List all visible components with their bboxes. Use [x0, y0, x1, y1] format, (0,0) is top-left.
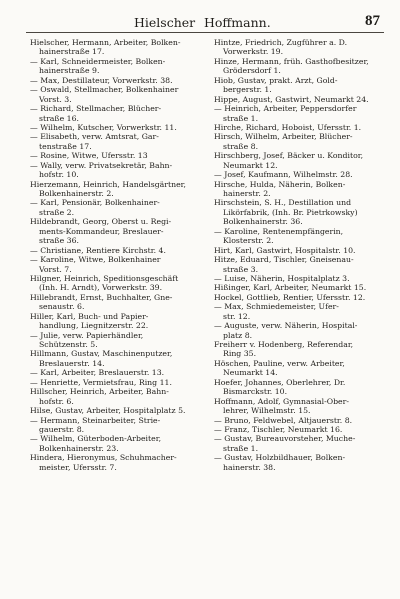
- directory-entry: [214, 274, 392, 283]
- entry-line: hofstr. 6.: [39, 396, 74, 406]
- entry-line: Hiller, Karl, Buch- und Papier-: [30, 311, 149, 321]
- entry-line: Hitze, Eduard, Tischler, Gneisenau-: [214, 255, 354, 265]
- entry-line: — Karl, Schneidermeister, Bolken-: [30, 56, 166, 66]
- entry-line: — Wilhelm, Güterboden-Arbeiter,: [30, 434, 162, 444]
- directory-entry: [214, 151, 392, 170]
- entry-line: straße 2.: [39, 207, 75, 217]
- directory-entry: [30, 180, 213, 199]
- directory-entry: [214, 378, 392, 397]
- directory-entry: [214, 255, 392, 274]
- entry-line: — Julie, verw. Papierhändler,: [30, 330, 144, 340]
- entry-line: Klosterstr. 2.: [223, 236, 274, 246]
- entry-line: straße 3.: [223, 264, 259, 274]
- entry-line: Hoffmann, Adolf, Gymnasial-Ober-: [214, 396, 349, 406]
- entry-line: Hirschberg, Josef, Bäcker u. Konditor,: [214, 151, 364, 161]
- directory-entry: [214, 38, 392, 57]
- directory-entry: [214, 76, 392, 95]
- entry-line: — Josef, Kaufmann, Wilhelmstr. 28.: [214, 170, 353, 180]
- directory-entry: [30, 132, 213, 151]
- entry-line: Hilse, Gustav, Arbeiter, Hospitalplatz 5.: [30, 406, 186, 416]
- entry-line: Hilgner, Heinrich, Speditionsgeschäft: [30, 273, 179, 283]
- entry-line: Hirschstein, S. H., Destillation und: [214, 198, 352, 208]
- entry-line: Hippe, August, Gastwirt, Neumarkt 24.: [214, 94, 369, 104]
- directory-entry: [30, 293, 213, 312]
- entry-line: — Luise, Näherin, Hospitalplatz 3.: [214, 273, 350, 283]
- entry-line: lehrer, Wilhelmstr. 15.: [223, 406, 311, 416]
- entry-line: — Henriette, Vermietsfrau, Ring 11.: [30, 377, 172, 387]
- directory-entry: [214, 95, 392, 104]
- directory-entry: [214, 170, 392, 179]
- entry-line: — Bruno, Feldwebel, Altjauerstr. 8.: [214, 415, 353, 425]
- entry-line: Hiob, Gustav, prakt. Arzt, Gold-: [214, 75, 338, 85]
- directory-entry: [30, 378, 213, 387]
- directory-entry: [214, 104, 392, 123]
- directory-entry: [214, 293, 392, 302]
- entry-line: Bolkenhainerstr. 23.: [39, 443, 119, 453]
- directory-entry: [214, 321, 392, 340]
- entry-line: Hoefer, Johannes, Oberlehrer, Dr.: [214, 377, 346, 387]
- entry-line: straße 1.: [223, 113, 259, 123]
- directory-entry: [30, 349, 213, 368]
- entry-line: — Karoline, Witwe, Bolkenhainer: [30, 255, 161, 265]
- entry-line: — Max, Schmiedemeister, Ufer-: [214, 302, 339, 312]
- directory-entry: [30, 198, 213, 217]
- directory-entry: [30, 104, 213, 123]
- directory-entry: [30, 151, 213, 160]
- entry-line: Neumarkt 12.: [223, 160, 278, 170]
- directory-entry: [30, 255, 213, 274]
- entry-line: Hirsche, Hulda, Näherin, Bolken-: [214, 179, 346, 189]
- entry-line: Vorwerkstr. 19.: [223, 47, 284, 57]
- entry-line: — Karoline, Rentenempfängerin,: [214, 226, 344, 236]
- entry-line: (Inh. H. Arndt), Vorwerkstr. 39.: [39, 283, 163, 293]
- entry-line: hainerstraße 17.: [39, 47, 105, 57]
- header-last-name: Hoffmann.: [204, 15, 271, 30]
- directory-entry: [214, 198, 392, 226]
- entry-line: Breslauerstr. 14.: [39, 358, 105, 368]
- directory-entry: [214, 246, 392, 255]
- directory-entry: [214, 283, 392, 292]
- entry-line: Bolkenhainerstr. 2.: [39, 189, 114, 198]
- entry-line: Hielscher, Hermann, Arbeiter, Bolken-: [30, 38, 181, 47]
- directory-entry: [214, 359, 392, 378]
- entry-line: — Franz, Tischler, Neumarkt 16.: [214, 424, 343, 434]
- page-number: 87: [365, 13, 380, 29]
- entry-line: tenstraße 17.: [39, 141, 92, 151]
- entry-line: Hirche, Richard, Hoboist, Ufersstr. 1.: [214, 122, 362, 132]
- directory-entry: [214, 340, 392, 359]
- directory-entry: [214, 180, 392, 199]
- directory-entry: [30, 123, 213, 132]
- entry-line: Hierzemann, Heinrich, Handelsgärtner,: [30, 179, 187, 189]
- entry-line: — Karl, Arbeiter, Breslauerstr. 13.: [30, 368, 165, 378]
- entry-line: Bolkenhainerstr. 36.: [223, 217, 303, 227]
- directory-entry: [214, 57, 392, 76]
- directory-entry: [30, 453, 213, 472]
- entry-line: — Elisabeth, verw. Amtsrat, Gar-: [30, 132, 159, 142]
- entry-line: Schützenstr. 5.: [39, 340, 98, 349]
- entry-line: Hirt, Karl, Gastwirt, Hospitalstr. 10.: [214, 245, 356, 255]
- entry-line: Hillebrandt, Ernst, Buchhalter, Gne-: [30, 292, 173, 302]
- entry-line: meister, Ufersstr. 7.: [39, 462, 117, 472]
- entry-line: Vorst. 7.: [39, 264, 72, 274]
- entry-line: — Gustav, Bureauvorsteher, Muche-: [214, 434, 356, 444]
- entry-line: — Richard, Stellmacher, Blücher-: [30, 104, 162, 114]
- entry-line: — Wally, verw. Privatsekretär, Bahn-: [30, 160, 173, 170]
- entry-line: — Max, Destillateur, Vorwerkstr. 38.: [30, 75, 173, 85]
- directory-entry: [30, 434, 213, 453]
- directory-entry: [30, 38, 213, 57]
- entry-line: straße 1.: [223, 443, 259, 453]
- entry-line: Hillmann, Gustav, Maschinenputzer,: [30, 349, 173, 359]
- entry-line: straße 16.: [39, 113, 79, 123]
- directory-entry: [214, 227, 392, 246]
- entry-line: handlung, Liegnitzerstr. 22.: [39, 321, 149, 331]
- entry-line: — Hermann, Steinarbeiter, Strie-: [30, 415, 161, 425]
- directory-entry: [214, 416, 392, 425]
- header-rule: [26, 32, 384, 33]
- entry-line: senaustr. 6.: [39, 302, 85, 312]
- header-first-name: Hielscher: [134, 15, 196, 30]
- directory-entry: [30, 368, 213, 377]
- entry-line: Bismarckstr. 10.: [223, 387, 288, 397]
- directory-entry: [30, 406, 213, 415]
- entry-line: Neumarkt 14.: [223, 368, 278, 378]
- entry-line: — Heinrich, Arbeiter, Peppersdorfer: [214, 104, 357, 114]
- entry-line: hainerstraße 9.: [39, 66, 100, 76]
- directory-entry: [30, 331, 213, 350]
- entry-line: Hißinger, Karl, Arbeiter, Neumarkt 15.: [214, 283, 367, 293]
- entry-line: Hinze, Hermann, früh. Gasthofbesitzer,: [214, 56, 369, 66]
- left-column: [30, 38, 213, 472]
- directory-entry: [30, 312, 213, 331]
- entry-line: Ring 35.: [223, 349, 257, 359]
- entry-line: Likörfabrik, (Inh. Br. Pietrkowsky): [223, 207, 358, 217]
- directory-entry: [214, 302, 392, 321]
- entry-line: Hindera, Hieronymus, Schuhmacher-: [30, 453, 177, 463]
- entry-line: — Rosine, Witwe, Ufersstr. 13: [30, 151, 148, 161]
- entry-line: Hillscher, Heinrich, Arbeiter, Bahn-: [30, 387, 169, 397]
- entry-line: Vorst. 3.: [39, 94, 72, 104]
- entry-line: Freiherr v. Hodenberg, Referendar,: [214, 340, 354, 349]
- entry-line: hofstr. 10.: [39, 170, 79, 180]
- directory-entry: [214, 123, 392, 132]
- directory-entry: [30, 57, 213, 76]
- entry-line: — Auguste, verw. Näherin, Hospital-: [214, 321, 358, 331]
- entry-line: Hildebrandt, Georg, Oberst u. Regi-: [30, 217, 172, 227]
- directory-entry: [30, 161, 213, 180]
- directory-entry: [30, 274, 213, 293]
- entry-line: bergerstr. 1.: [223, 85, 272, 95]
- directory-entry: [30, 416, 213, 435]
- entry-line: straße 36.: [39, 236, 79, 246]
- entry-line: straße 8.: [223, 141, 259, 151]
- directory-entry: [30, 85, 213, 104]
- entry-line: — Gustav, Holzbildhauer, Bolken-: [214, 453, 346, 463]
- entry-line: Hockel, Gottlieb, Rentier, Ufersstr. 12.: [214, 292, 366, 302]
- directory-entry: [30, 217, 213, 245]
- directory-entry: [30, 387, 213, 406]
- entry-line: — Wilhelm, Kutscher, Vorwerkstr. 11.: [30, 122, 177, 132]
- directory-entry: [214, 397, 392, 416]
- entry-line: hainerstr. 2.: [223, 189, 271, 198]
- entry-line: — Karl, Pensionär, Bolkenhainer-: [30, 198, 160, 208]
- entry-line: Höschen, Pauline, verw. Arbeiter,: [214, 358, 345, 368]
- directory-entry: [30, 76, 213, 85]
- entry-line: Hintze, Friedrich, Zugführer a. D.: [214, 38, 348, 47]
- directory-entry: [214, 425, 392, 434]
- directory-entry: [214, 453, 392, 472]
- directory-entry: [214, 434, 392, 453]
- directory-entry: [30, 246, 213, 255]
- entry-line: platz 8.: [223, 330, 253, 340]
- page-header: [26, 13, 386, 33]
- entry-line: str. 12.: [223, 311, 251, 321]
- right-column: [214, 38, 392, 472]
- entry-line: — Christiane, Rentiere Kirchstr. 4.: [30, 245, 166, 255]
- entry-line: — Oswald, Stellmacher, Bolkenhainer: [30, 85, 179, 95]
- entry-line: ments-Kommandeur, Breslauer-: [39, 226, 164, 236]
- entry-line: hainerstr. 38.: [223, 462, 276, 472]
- entry-line: Hirsch, Wilhelm, Arbeiter, Blücher-: [214, 132, 353, 142]
- entry-line: Grödersdorf 1.: [223, 66, 281, 76]
- directory-entry: [214, 132, 392, 151]
- entry-line: gauerstr. 8.: [39, 424, 85, 434]
